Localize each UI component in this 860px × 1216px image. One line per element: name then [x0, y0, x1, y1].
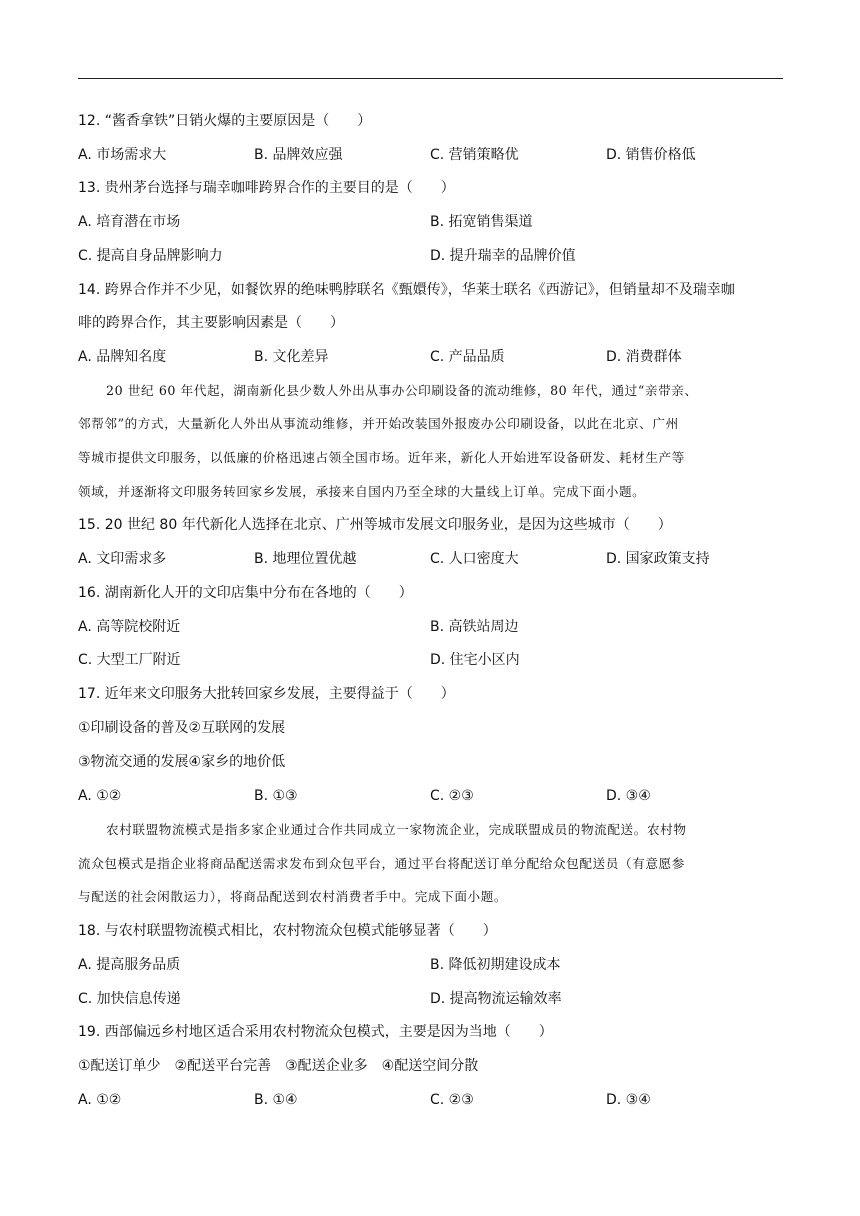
q17-option-d: D. ③④	[606, 788, 651, 804]
q12-option-a: A. 市场需求大	[78, 147, 167, 163]
header-rule	[78, 78, 783, 79]
q18-option-b: B. 降低初期建设成本	[430, 957, 561, 973]
question-17-stem: 17. 近年来文印服务大批转回家乡发展，主要得益于（ ）	[78, 686, 455, 702]
q19-option-c: C. ②③	[430, 1092, 474, 1108]
q15-option-c: C. 人口密度大	[430, 551, 519, 567]
q18-option-d: D. 提高物流运输效率	[430, 991, 562, 1007]
passage-2-line2: 流众包模式是指企业将商品配送需求发布到众包平台，通过平台将配送订单分配给众包配送员（有意愿参	[78, 856, 685, 871]
q16-option-d: D. 住宅小区内	[430, 652, 520, 668]
q14-option-b: B. 文化差异	[254, 349, 329, 365]
question-12-stem: 12. “酱香拿铁”日销火爆的主要原因是（ ）	[78, 113, 372, 129]
question-14-stem-line1: 14. 跨界合作并不少见，如餐饮界的绝味鸭脖联名《甄嬛传》，华莱士联名《西游记》，但销量却不及瑞幸咖	[78, 282, 735, 298]
q19-choice-line: ①配送订单少 ②配送平台完善 ③配送企业多 ④配送空间分散	[78, 1058, 479, 1074]
question-15-stem: 15. 20 世纪 80 年代新化人选择在北京、广州等城市发展文印服务业，是因为这些城市（ ）	[78, 517, 672, 533]
passage-1-line2: 邻帮邻”的方式，大量新化人外出从事流动维修，并开始改装国外报废办公印刷设备，以此在北京、广州	[78, 416, 679, 431]
q19-option-b: B. ①④	[254, 1092, 298, 1108]
passage-1-line3: 等城市提供文印服务，以低廉的价格迅速占领全国市场。近年来，新化人开始进军设备研发、耗材生产等	[78, 450, 685, 465]
question-13-stem: 13. 贵州茅台选择与瑞幸咖啡跨界合作的主要目的是（ ）	[78, 180, 455, 196]
q12-option-b: B. 品牌效应强	[254, 147, 343, 163]
q12-option-c: C. 营销策略优	[430, 147, 519, 163]
q15-option-d: D. 国家政策支持	[606, 551, 710, 567]
q18-option-a: A. 提高服务品质	[78, 957, 181, 973]
q19-option-a: A. ①②	[78, 1092, 122, 1108]
q19-option-d: D. ③④	[606, 1092, 651, 1108]
q12-option-d: D. 销售价格低	[606, 147, 696, 163]
q14-option-c: C. 产品品质	[430, 349, 505, 365]
q17-option-b: B. ①③	[254, 788, 298, 804]
q17-option-a: A. ①②	[78, 788, 122, 804]
q16-option-c: C. 大型工厂附近	[78, 652, 181, 668]
passage-1-line1: 20 世纪 60 年代起，湖南新化县少数人外出从事办公印刷设备的流动维修，80 年代，通过“亲带亲、	[106, 383, 698, 398]
passage-2-line1: 农村联盟物流模式是指多家企业通过合作共同成立一家物流企业，完成联盟成员的物流配送。农村物	[106, 822, 687, 837]
q14-option-d: D. 消费群体	[606, 349, 682, 365]
q18-option-c: C. 加快信息传递	[78, 991, 181, 1007]
question-16-stem: 16. 湖南新化人开的文印店集中分布在各地的（ ）	[78, 585, 413, 601]
q13-option-d: D. 提升瑞幸的品牌价值	[430, 248, 576, 264]
q17-choice-line2: ③物流交通的发展④家乡的地价低	[78, 754, 286, 770]
q13-option-b: B. 拓宽销售渠道	[430, 214, 533, 230]
q13-option-c: C. 提高自身品牌影响力	[78, 248, 223, 264]
q16-option-a: A. 高等院校附近	[78, 619, 181, 635]
passage-1-line4: 领域，并逐渐将文印服务转回家乡发展，承接来自国内乃至全球的大量线上订单。完成下面小题。	[78, 484, 646, 499]
q17-choice-line1: ①印刷设备的普及②互联网的发展	[78, 720, 286, 736]
question-18-stem: 18. 与农村联盟物流模式相比，农村物流众包模式能够显著（ ）	[78, 923, 497, 939]
q16-option-b: B. 高铁站周边	[430, 619, 519, 635]
passage-2-line3: 与配送的社会闲散运力），将商品配送到农村消费者手中。完成下面小题。	[78, 889, 508, 904]
q15-option-a: A. 文印需求多	[78, 551, 167, 567]
q13-option-a: A. 培育潜在市场	[78, 214, 181, 230]
q15-option-b: B. 地理位置优越	[254, 551, 357, 567]
question-14-stem-line2: 啡的跨界合作，其主要影响因素是（ ）	[78, 315, 344, 331]
q17-option-c: C. ②③	[430, 788, 474, 804]
question-19-stem: 19. 西部偏远乡村地区适合采用农村物流众包模式，主要是因为当地（ ）	[78, 1024, 553, 1040]
q14-option-a: A. 品牌知名度	[78, 349, 167, 365]
